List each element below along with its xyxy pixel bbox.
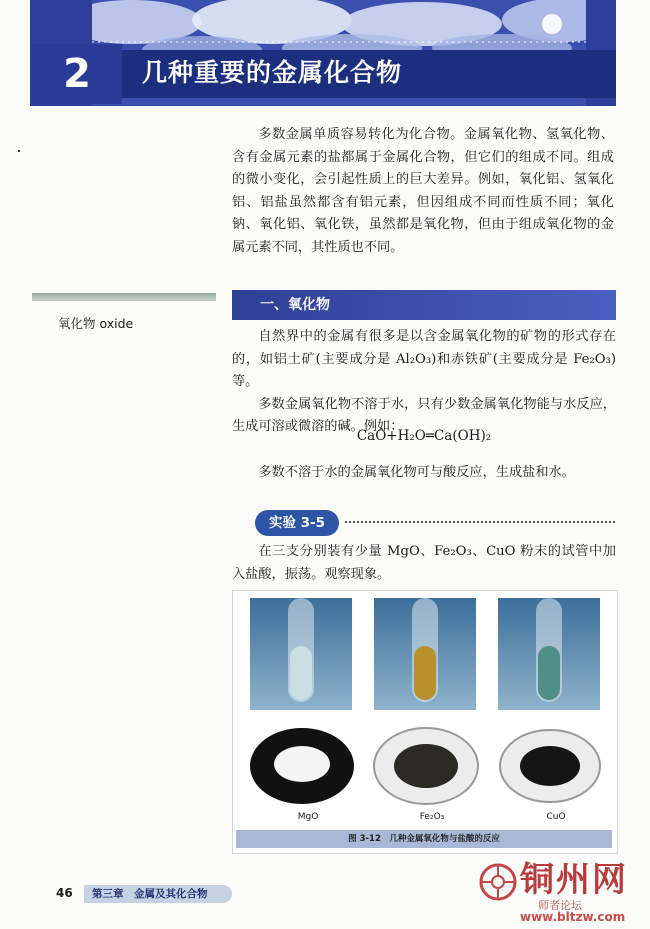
paragraph-text: 自然界中的金属有很多是以含金属氧化物的矿物的形式存在的，如铝土矿(主要成分是 Al₂O₃)和赤铁矿(主要成分是 Fe₂O₃)等。	[232, 329, 616, 389]
page-number: 46	[56, 886, 73, 900]
intro-paragraph	[232, 124, 614, 259]
sidebar-term: 氧化物 oxide	[58, 316, 134, 331]
paragraph	[232, 326, 616, 439]
experiment-label: 实验 3-5	[268, 515, 326, 531]
sidebar-rule	[32, 293, 216, 301]
watermark-seal-icon	[478, 862, 518, 902]
tube-photo-cuo	[498, 598, 600, 710]
powder-cuo	[520, 746, 580, 786]
powder-dish-cuo	[494, 718, 606, 814]
section-number: 2	[63, 51, 91, 97]
tube-photo-mgo	[250, 598, 352, 710]
figure-label-mgo: MgO	[297, 812, 319, 822]
figure-label-fe2o3: Fe₂O₃	[419, 812, 445, 822]
paragraph-text: 多数金属氧化物不溶于水，只有少数金属氧化物能与水反应，生成可溶或微溶的碱。例如：	[232, 396, 616, 434]
intro-text: 多数金属单质容易转化为化合物。金属氧化物、氢氧化物、含有金属元素的盐都属于金属化合物，但它们的组成不同。组成的微小变化，会引起性质上的巨大差异。例如，氧化铝、氢氧化铝、铝盐虽然都含有铝元素，但因组成不同而性质不同；氧化钠、氧化铝、氧化铁，虽然都是氧化物，但由于组成氧化物的金属元素不同，其性质也不同。	[232, 127, 614, 255]
section-heading: 一、氧化物	[260, 297, 330, 313]
experiment-instructions	[232, 541, 616, 586]
experiment-text: 在三支分别装有少量 MgO、Fe₂O₃、CuO 粉末的试管中加入盐酸，振荡。观察现象。	[232, 544, 616, 582]
tube-photo-fe2o3	[374, 598, 476, 710]
chemical-equation: CaO+H₂O═Ca(OH)₂	[356, 428, 492, 444]
solution-cuo	[538, 646, 560, 700]
watermark-url: www.bltzw.com	[520, 910, 626, 924]
watermark-site-name: 铜州网	[520, 860, 628, 900]
powder-mgo	[274, 746, 330, 782]
chapter-name: 第三章 金属及其化合物	[92, 888, 208, 900]
paragraph	[232, 462, 616, 485]
page-title: 几种重要的金属化合物	[142, 58, 403, 87]
powder-dish-mgo	[246, 718, 358, 814]
solution-mgo	[290, 646, 312, 700]
powder-dish-fe2o3	[370, 718, 482, 814]
solution-fe2o3	[414, 646, 436, 700]
dotted-rule	[345, 521, 615, 523]
figure-caption: 图 3-12 几种金属氧化物与盐酸的反应	[348, 834, 500, 844]
paragraph-text: 多数不溶于水的金属氧化物可与酸反应，生成盐和水。	[258, 465, 575, 480]
margin-mark	[18, 150, 20, 152]
figure-label-cuo: CuO	[546, 812, 566, 822]
powder-fe2o3	[394, 744, 458, 788]
watermark-subtitle: 师者论坛	[538, 899, 582, 912]
